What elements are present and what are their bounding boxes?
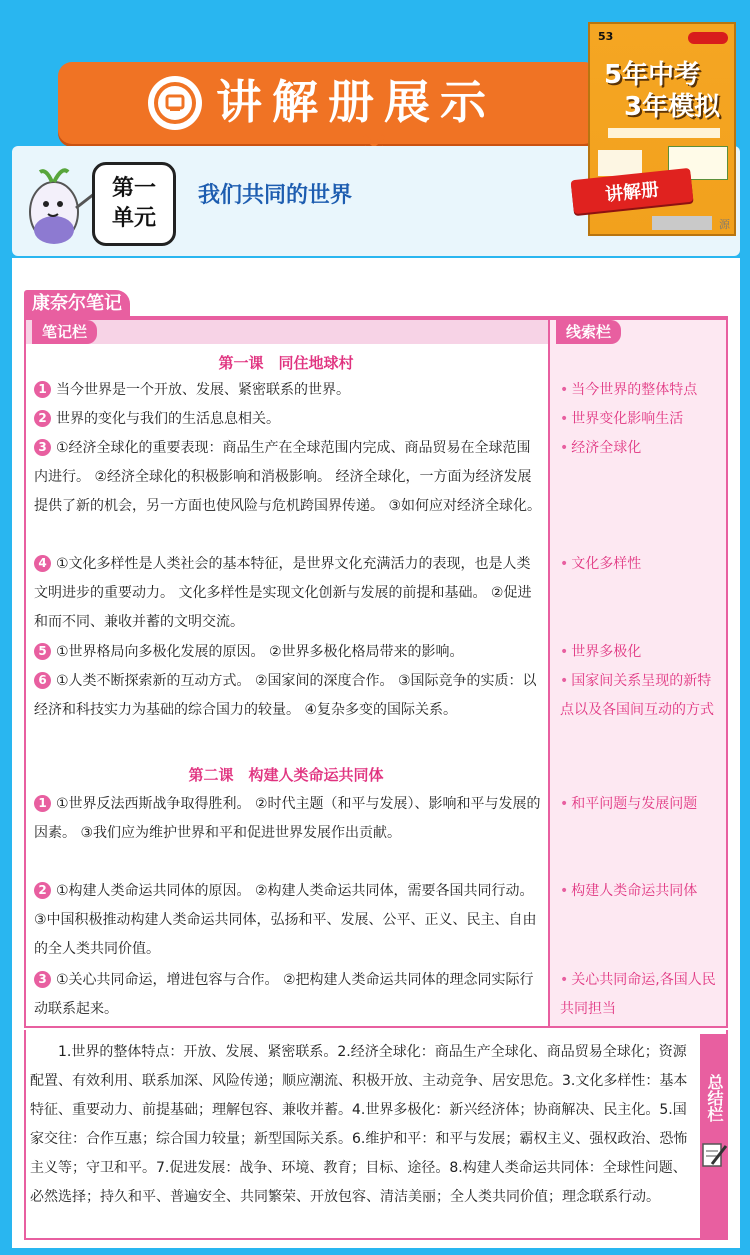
notes-header-bar [26,320,548,344]
notes-tab: 康奈尔笔记 [24,290,130,318]
clues-header: 线索栏 [556,320,621,344]
clue-item: • 国家间关系呈现的新特点以及各国间互动的方式 [560,673,714,718]
note-item: 3 ①关心共同命运，增进包容与合作。 ②把构建人类命运共同体的理念同实际行动联系起来。 [34,972,534,1017]
unit-badge-line2: 单元 [111,206,156,231]
clue-item: • 世界变化影响生活 [560,411,684,427]
clue-item: • 构建人类命运共同体 [560,883,698,899]
unit-badge-line1: 第一 [111,176,156,201]
book-title-line2: 3年模拟 [624,92,721,122]
unit-badge [92,162,176,246]
header-banner [58,62,598,144]
note-item: 1 当今世界是一个开放、发展、紧密联系的世界。 [34,376,542,405]
clue-item: • 经济全球化 [560,440,642,456]
book-tag [688,32,728,44]
book-ribbon: 讲解册 [571,168,694,214]
book-brand: 53 [598,30,614,43]
lesson-title: 第一课 同住地球村 [218,354,354,372]
summary-text: 1.世界的整体特点：开放、发展、紧密联系。2.经济全球化：商品生产全球化、商品贸易全球化；资源配置、有效利用、联系加深、风险传递；顺应潮流、积极开放、主动竞争、居安思危。3.文化多样性：基本特征、重要动力、前提基础；理解包容、兼收并蓄。4.世界多极化：新兴经济体；协商解决、民主化。5.国家交往：合作互惠；综合国力较量；新型国际关系。6.维护和平：和平与发展；霸权主义、强权政治、恐怖主义等；守卫和平。7.促进发展：战争、环境、教育；目标、途径。8.构建人类命运共同体：全球性问题、必然选择；持久和平、普遍安全、共同繁荣、开放包容、清洁美丽；全人类共同价值；理念联系行动。 [30,1044,688,1205]
note-item: 2 世界的变化与我们的生活息息相关。 [34,405,542,434]
book-source: 源 [719,218,730,231]
notepad-icon [700,1140,728,1170]
book-cover [588,22,736,236]
page-title: 讲解册展示 [216,75,496,129]
note-item: 2 ①构建人类命运共同体的原因。 ②构建人类命运共同体，需要各国共同行动。 ③中国积极推动构建人类命运共同体，弘扬和平、发展、公平、正义、民主、自由的全人类共同价值。 [34,883,537,957]
note-item: 5 ①世界格局向多极化发展的原因。 ②世界多极化格局带来的影响。 [34,638,542,667]
note-item: 6 ①人类不断探索新的互动方式。 ②国家间的深度合作。 ③国际竞争的实质：以经济和科技实力为基础的综合国力的较量。 ④复杂多变的国际关系。 [34,673,537,718]
note-item: 1 ①世界反法西斯战争取得胜利。 ②时代主题（和平与发展）、影响和平与发展的因素。 ③我们应为维护世界和平和促进世界发展作出贡献。 [34,796,541,841]
book-logo-icon [148,76,202,130]
clue-item: • 和平问题与发展问题 [560,796,698,812]
note-item: 3 ①经济全球化的重要表现：商品生产在全球范围内完成、商品贸易在全球范围内进行。 ②经济全球化的积极影响和消极影响。 经济全球化，一方面为经济发展提供了新的机会，另一方面也使风险与危机跨国界传递。 ③如何应对经济全球化。 [34,440,541,514]
book-publisher [652,216,712,230]
book-title-line1: 5年中考 [604,60,701,90]
mascot-icon [18,160,98,250]
clue-item: • 世界多极化 [560,644,642,660]
notes-header: 笔记栏 [32,320,97,344]
clue-item: • 关心共同命运,各国人民共同担当 [560,972,716,1017]
summary-tab-label: 总结栏 [705,1074,724,1122]
unit-title: 我们共同的世界 [198,183,353,208]
note-item: 4 ①文化多样性是人类社会的基本特征，是世界文化充满活力的表现，也是人类文明进步的重要动力。 文化多样性是实现文化创新与发展的前提和基础。 ②促进和而不同、兼收并蓄的文明交流。 [34,556,532,630]
clue-item: • 当今世界的整体特点 [560,382,698,398]
book-label [598,150,642,176]
summary-tab [700,1034,728,1238]
clue-item: • 文化多样性 [560,556,642,572]
lesson-title: 第二课 构建人类命运共同体 [188,766,384,784]
book-strip [608,128,720,138]
